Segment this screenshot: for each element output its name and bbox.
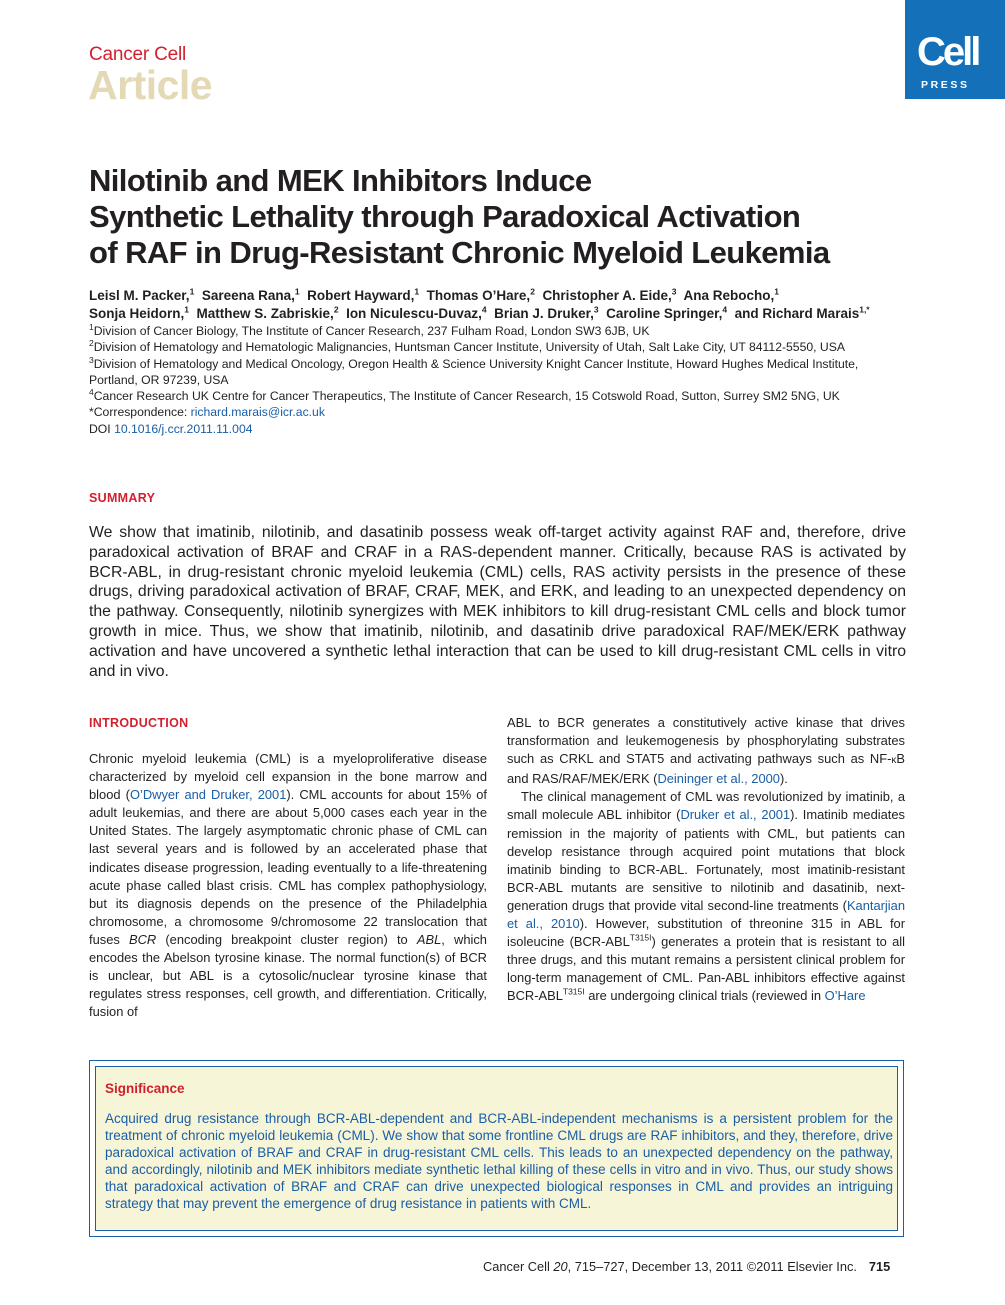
intro-column-right bbox=[507, 714, 905, 1006]
title-line: of RAF in Drug-Resistant Chronic Myeloid Leukemia bbox=[89, 235, 830, 270]
reference-link[interactable]: Deininger et al., 2000 bbox=[657, 771, 780, 787]
page-number: 715 bbox=[868, 1259, 891, 1274]
reference-link[interactable]: O’Dwyer and Druker, 2001 bbox=[129, 787, 287, 803]
author-row bbox=[89, 305, 870, 323]
intro-paragraph: Chronic myeloid leukemia (CML) is a myeloproliferative disease characterized by myeloid cell expansion in the bone marrow and blood (O’Dwyer and Druker, 2001). CML accounts for about 15% of adult leukemias, and there are about 5,000 cases each year in the United States. The largely asymptomatic chronic phase of CML can last several years and is followed by an accelerated phase that indicates disease progression, leading eventually to a life-threatening acute phase called blast crisis. CML has complex pathophysiology, but its diagnosis depends on the presence of the Philadelphia chromosome, a chromosome 9/chromosome 22 translocation that fuses BCR (encoding breakpoint cluster region) to ABL, which encodes the Abelson tyrosine kinase. The normal function(s) of BCR is unclear, but ABL is a cytosolic/nuclear tyrosine kinase that regulates stress responses, cell growth, and differentiation. Critically, fusion of bbox=[89, 751, 487, 1020]
page-footer: Cancer Cell 20, 715–727, December 13, 2011 ©2011 Elsevier Inc. 715 bbox=[483, 1259, 891, 1274]
doi: DOI 10.1016/j.ccr.2011.11.004 bbox=[89, 421, 253, 436]
author: Thomas O’Hare,$^2$ bbox=[426, 286, 535, 303]
author: Robert Hayward,$^1$ bbox=[307, 286, 420, 303]
reference-link[interactable]: Druker et al., 2001 bbox=[680, 807, 791, 823]
email-link[interactable]: richard.marais@icr.ac.uk bbox=[190, 405, 325, 420]
author: Brian J. Druker,$^3$ bbox=[494, 304, 599, 321]
cell-press-logo bbox=[905, 0, 1005, 99]
doi-link[interactable]: 10.1016/j.ccr.2011.11.004 bbox=[114, 421, 253, 436]
summary-heading: SUMMARY bbox=[89, 491, 156, 505]
reference-link[interactable]: O’Hare bbox=[824, 988, 866, 1004]
author-row bbox=[89, 287, 870, 305]
author: Leisl M. Packer,$^1$ bbox=[89, 286, 195, 303]
author-list bbox=[89, 287, 870, 323]
significance-text: Acquired drug resistance through BCR-ABL-dependent and BCR-ABL-independent mechanisms is a persistent problem for the treatment of chronic myeloid leukemia (CML). We show that some frontline CML drugs are RAF inhibitors, and they, therefore, drive paradoxical activation of BRAF and CRAF in drug-resistant CML cells. This leads to an unexpected dependency on the pathway, and accordingly, nilotinib and MEK inhibitors mediate synthetic lethal killing of these cells in vitro and in vivo. Thus, our study shows that paradoxical activation of BRAF and CRAF can drive unexpected biological responses in CML and provides an intriguing strategy that may prevent the emergence of drug resistance in patients with CML. bbox=[105, 1111, 893, 1212]
affiliations bbox=[89, 323, 907, 437]
intro-paragraph: The clinical management of CML was revolutionized by imatinib, a small molecule ABL inhibitor (Druker et al., 2001). Imatinib mediates remission in the majority of patients with CML, but patients can develop resistance through acquired point mutations that block imatinib binding to BCR-ABL. Fortunately, most imatinib-resistant BCR-ABL mutants are sensitive to nilotinib and dasatinib, next-generation drugs that provide vital second-line treatments (Kantarjian et al., 2010). However, substitution of threonine 315 in ABL for isoleucine $(BCR-ABL^{T315I})$ generates a protein that is resistant to all three drugs, and this mutant remains a persistent clinical problem for long-term management of CML. Pan-ABL inhibitors effective against BCR-$ABL^{T315I}$ are undergoing clinical trials (reviewed in O’Hare bbox=[507, 789, 906, 1004]
author: Sareena Rana,$^1$ bbox=[201, 286, 300, 303]
article-type: Article bbox=[88, 62, 213, 108]
significance-heading: Significance bbox=[105, 1081, 185, 1096]
intro-column-left bbox=[89, 750, 487, 1021]
reference-link[interactable]: Kantarjian et al., 2010 bbox=[507, 897, 905, 932]
correspondence: *Correspondence: richard.marais@icr.ac.uk bbox=[89, 405, 325, 420]
author: Ana Rebocho,$^1$ bbox=[683, 286, 779, 303]
article-title bbox=[89, 163, 909, 271]
affiliation: $^1$Division of Cancer Biology, The Institute of Cancer Research, 237 Fulham Road, London SW3 6JB, UK bbox=[89, 321, 650, 338]
summary-text: We show that imatinib, nilotinib, and dasatinib possess weak off-target activity against RAF and, therefore, drive paradoxical activation of BRAF and CRAF in a RAS-dependent manner. Critically, because RAS is activated by BCR-ABL, in drug-resistant chronic myeloid leukemia (CML) cells, RAS activity persists in the presence of these drugs, driving paradoxical activation of BRAF, CRAF, MEK, and ERK, and leading to an unexpected dependency on the pathway. Consequently, nilotinib synergizes with MEK inhibitors to kill drug-resistant CML cells and block tumor growth in mice. Thus, we show that imatinib, nilotinib, and dasatinib drive paradoxical RAF/MEK/ERK pathway activation and have uncovered a synthetic lethal interaction that can be used to kill drug-resistant CML cells in vitro and in vivo. bbox=[89, 524, 906, 680]
author: and Richard Marais$^{1,*}$ bbox=[734, 304, 870, 321]
significance-box bbox=[89, 1060, 904, 1237]
author: Matthew S. Zabriskie,$^2$ bbox=[196, 304, 339, 321]
intro-paragraph: ABL to BCR generates a constitutively active kinase that drives transformation and leukemogenesis by phosphorylating substrates such as CRKL and STAT5 and activating pathways such as NF-κB and RAS/RAF/MEK/ERK (Deininger et al., 2000). bbox=[507, 715, 905, 787]
author: Christopher A. Eide,$^3$ bbox=[542, 286, 677, 303]
title-line: Synthetic Lethality through Paradoxical Activation bbox=[89, 199, 801, 234]
author: Sonja Heidorn,$^1$ bbox=[89, 304, 189, 321]
affiliation: $^2$Division of Hematology and Hematologic Malignancies, Huntsman Cancer Institute, University of Utah, Salt Lake City, UT 84112-5550, USA bbox=[89, 338, 845, 355]
logo-text: Cell bbox=[917, 30, 979, 74]
affiliation: $^3$Division of Hematology and Medical Oncology, Oregon Health & Science University Knight Cancer Institute, Howard Hughes Medical Institute, Portland, OR 97239, USA bbox=[89, 354, 859, 387]
title-line: Nilotinib and MEK Inhibitors Induce bbox=[89, 163, 592, 198]
affiliation: $^4$Cancer Research UK Centre for Cancer Therapeutics, The Institute of Cancer Research, 15 Cotswold Road, Sutton, Surrey SM2 5NG, UK bbox=[89, 387, 840, 404]
journal-name: Cancer Cell bbox=[89, 44, 187, 65]
introduction-heading: INTRODUCTION bbox=[89, 716, 189, 730]
significance-panel bbox=[95, 1066, 898, 1231]
author: Ion Niculescu-Duvaz,$^4$ bbox=[346, 304, 487, 321]
logo-subtext: PRESS bbox=[921, 79, 970, 91]
author: Caroline Springer,$^4$ bbox=[606, 304, 728, 321]
